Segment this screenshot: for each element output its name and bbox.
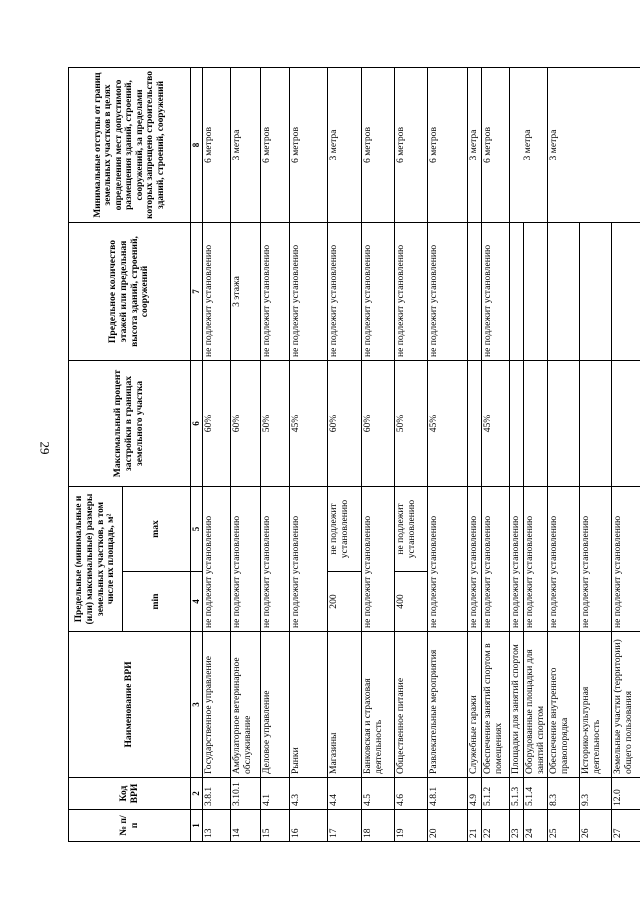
row-name: Общественное питание xyxy=(395,632,428,778)
row-floors: 3 этажа xyxy=(231,223,261,361)
row-floors: не подлежит установлению xyxy=(428,223,468,361)
row-setback: 6 метров xyxy=(428,68,468,223)
row-floors xyxy=(612,223,640,361)
row-size-min: не подлежит установлению xyxy=(510,487,524,632)
column-number: 4 xyxy=(191,572,203,632)
row-size-min: не подлежит установлению xyxy=(612,487,640,632)
row-percent xyxy=(468,361,482,487)
table-row xyxy=(548,68,580,842)
row-percent xyxy=(510,361,524,487)
row-percent: 60% xyxy=(328,361,362,487)
page-number: 29 xyxy=(37,441,53,455)
row-floors xyxy=(548,223,580,361)
table-row xyxy=(428,68,468,842)
row-name: Служебные гаражи xyxy=(468,632,482,778)
column-number: 8 xyxy=(191,68,203,223)
row-name: Оборудованные площадки для занятий спортом xyxy=(524,632,548,778)
row-floors xyxy=(580,223,612,361)
header-row xyxy=(69,68,123,842)
row-size-min: не подлежит установлению xyxy=(482,487,510,632)
row-setback: 6 метров xyxy=(290,68,328,223)
row-floors: не подлежит установлению xyxy=(362,223,395,361)
table-row xyxy=(510,68,524,842)
table-row xyxy=(468,68,482,842)
row-name: Магазины xyxy=(328,632,362,778)
row-setback: 3 метра xyxy=(328,68,362,223)
header-min: min xyxy=(123,572,191,632)
row-percent: 50% xyxy=(261,361,290,487)
row-code: 9.3 xyxy=(580,778,612,810)
row-size-min: не подлежит установлению xyxy=(524,487,548,632)
row-setback: 3 метра xyxy=(468,68,482,223)
header-name: Наименование ВРИ xyxy=(69,632,191,778)
row-floors xyxy=(468,223,482,361)
row-name: Обеспечение внутреннего правопорядка xyxy=(548,632,580,778)
row-number: 14 xyxy=(231,810,261,842)
row-floors xyxy=(524,223,548,361)
header-setback: Минимальные отступы от границ земельных участков в целях определения мест допустимого размещения зданий, строений, сооружений, за пределами которых запрещено строительство зданий, строений, сооружений xyxy=(69,68,191,223)
row-code: 4.6 xyxy=(395,778,428,810)
column-number-row xyxy=(191,68,203,842)
column-number: 3 xyxy=(191,632,203,778)
rotated-page xyxy=(68,68,635,842)
row-number: 27 xyxy=(612,810,640,842)
row-size-min: не подлежит установлению xyxy=(290,487,328,632)
row-code: 5.1.2 xyxy=(482,778,510,810)
row-number: 24 xyxy=(524,810,548,842)
table-row xyxy=(231,68,261,842)
row-code: 5.1.4 xyxy=(524,778,548,810)
row-number: 25 xyxy=(548,810,580,842)
header-number: № п/п xyxy=(69,810,191,842)
table-row xyxy=(395,68,428,842)
row-name: Государственное управление xyxy=(203,632,231,778)
row-size-min: не подлежит установлению xyxy=(548,487,580,632)
row-size-max: не подлежит установлению xyxy=(328,487,362,572)
header-code: Код ВРИ xyxy=(69,778,191,810)
row-name: Банковская и страховая деятельность xyxy=(362,632,395,778)
row-code: 8.3 xyxy=(548,778,580,810)
row-name: Земельные участки (территории) общего пользования xyxy=(612,632,640,778)
row-setback: 6 метров xyxy=(395,68,428,223)
row-percent: 60% xyxy=(231,361,261,487)
row-floors xyxy=(510,223,524,361)
row-size-min: не подлежит установлению xyxy=(362,487,395,632)
row-percent xyxy=(524,361,548,487)
row-size-min: не подлежит установлению xyxy=(580,487,612,632)
row-size-min: 200 xyxy=(328,572,362,632)
row-setback: 3 метра xyxy=(510,68,548,223)
row-setback: 6 метров xyxy=(362,68,395,223)
row-floors: не подлежит установлению xyxy=(261,223,290,361)
row-floors: не подлежит установлению xyxy=(482,223,510,361)
row-code: 4.5 xyxy=(362,778,395,810)
row-code: 4.4 xyxy=(328,778,362,810)
row-code: 3.8.1 xyxy=(203,778,231,810)
row-code: 12.0 xyxy=(612,778,640,810)
row-percent xyxy=(580,361,612,487)
row-number: 22 xyxy=(482,810,510,842)
header-percent: Максимальный процент застройки в границах земельного участка xyxy=(69,361,191,487)
row-name: Площадки для занятий спортом xyxy=(510,632,524,778)
row-percent: 45% xyxy=(428,361,468,487)
row-number: 15 xyxy=(261,810,290,842)
column-number: 2 xyxy=(191,778,203,810)
row-percent: 45% xyxy=(482,361,510,487)
row-setback: 3 метра xyxy=(231,68,261,223)
row-code: 5.1.3 xyxy=(510,778,524,810)
row-number: 16 xyxy=(290,810,328,842)
row-floors: не подлежит установлению xyxy=(203,223,231,361)
row-floors: не подлежит установлению xyxy=(328,223,362,361)
table-row xyxy=(203,68,231,842)
row-size-min: не подлежит установлению xyxy=(261,487,290,632)
row-setback: 3 метра xyxy=(548,68,640,223)
row-floors: не подлежит установлению xyxy=(290,223,328,361)
row-number: 26 xyxy=(580,810,612,842)
column-number: 6 xyxy=(191,361,203,487)
row-percent xyxy=(548,361,580,487)
table-row xyxy=(362,68,395,842)
row-number: 19 xyxy=(395,810,428,842)
row-setback: 6 метров xyxy=(261,68,290,223)
row-size-max: не подлежит установлению xyxy=(395,487,428,572)
column-number: 7 xyxy=(191,223,203,361)
row-size-min: не подлежит установлению xyxy=(428,487,468,632)
header-max: max xyxy=(123,487,191,572)
row-name: Амбулаторное ветеринарное обслуживание xyxy=(231,632,261,778)
header-sizes: Предельные (минимальные и (или) максимальные) размеры земельных участков, в том числе их площадь, м² xyxy=(69,487,123,632)
row-size-min: не подлежит установлению xyxy=(231,487,261,632)
row-code: 4.1 xyxy=(261,778,290,810)
header-floors: Предельное количество этажей или предельная высота зданий, строений, сооружений xyxy=(69,223,191,361)
column-number: 1 xyxy=(191,810,203,842)
row-name: Рынки xyxy=(290,632,328,778)
row-percent xyxy=(612,361,640,487)
row-number: 17 xyxy=(328,810,362,842)
row-percent: 50% xyxy=(395,361,428,487)
row-name: Историко-культурная деятельность xyxy=(580,632,612,778)
column-number: 5 xyxy=(191,487,203,572)
table-row xyxy=(328,68,362,842)
row-number: 23 xyxy=(510,810,524,842)
zoning-parameters-table xyxy=(68,67,640,842)
row-name: Обеспечение занятий спортом в помещениях xyxy=(482,632,510,778)
row-percent: 60% xyxy=(203,361,231,487)
row-number: 21 xyxy=(468,810,482,842)
row-code: 4.9 xyxy=(468,778,482,810)
row-code: 4.8.1 xyxy=(428,778,468,810)
row-percent: 60% xyxy=(362,361,395,487)
row-number: 20 xyxy=(428,810,468,842)
row-setback: 6 метров xyxy=(203,68,231,223)
row-size-min: 400 xyxy=(395,572,428,632)
row-code: 4.3 xyxy=(290,778,328,810)
table-row xyxy=(482,68,510,842)
row-size-min: не подлежит установлению xyxy=(203,487,231,632)
row-size-min: не подлежит установлению xyxy=(468,487,482,632)
table-row xyxy=(290,68,328,842)
table-row xyxy=(261,68,290,842)
row-number: 18 xyxy=(362,810,395,842)
row-code: 3.10.1 xyxy=(231,778,261,810)
row-name: Развлекательные мероприятия xyxy=(428,632,468,778)
row-setback: 6 метров xyxy=(482,68,510,223)
row-name: Деловое управление xyxy=(261,632,290,778)
row-number: 13 xyxy=(203,810,231,842)
row-floors: не подлежит установлению xyxy=(395,223,428,361)
row-percent: 45% xyxy=(290,361,328,487)
